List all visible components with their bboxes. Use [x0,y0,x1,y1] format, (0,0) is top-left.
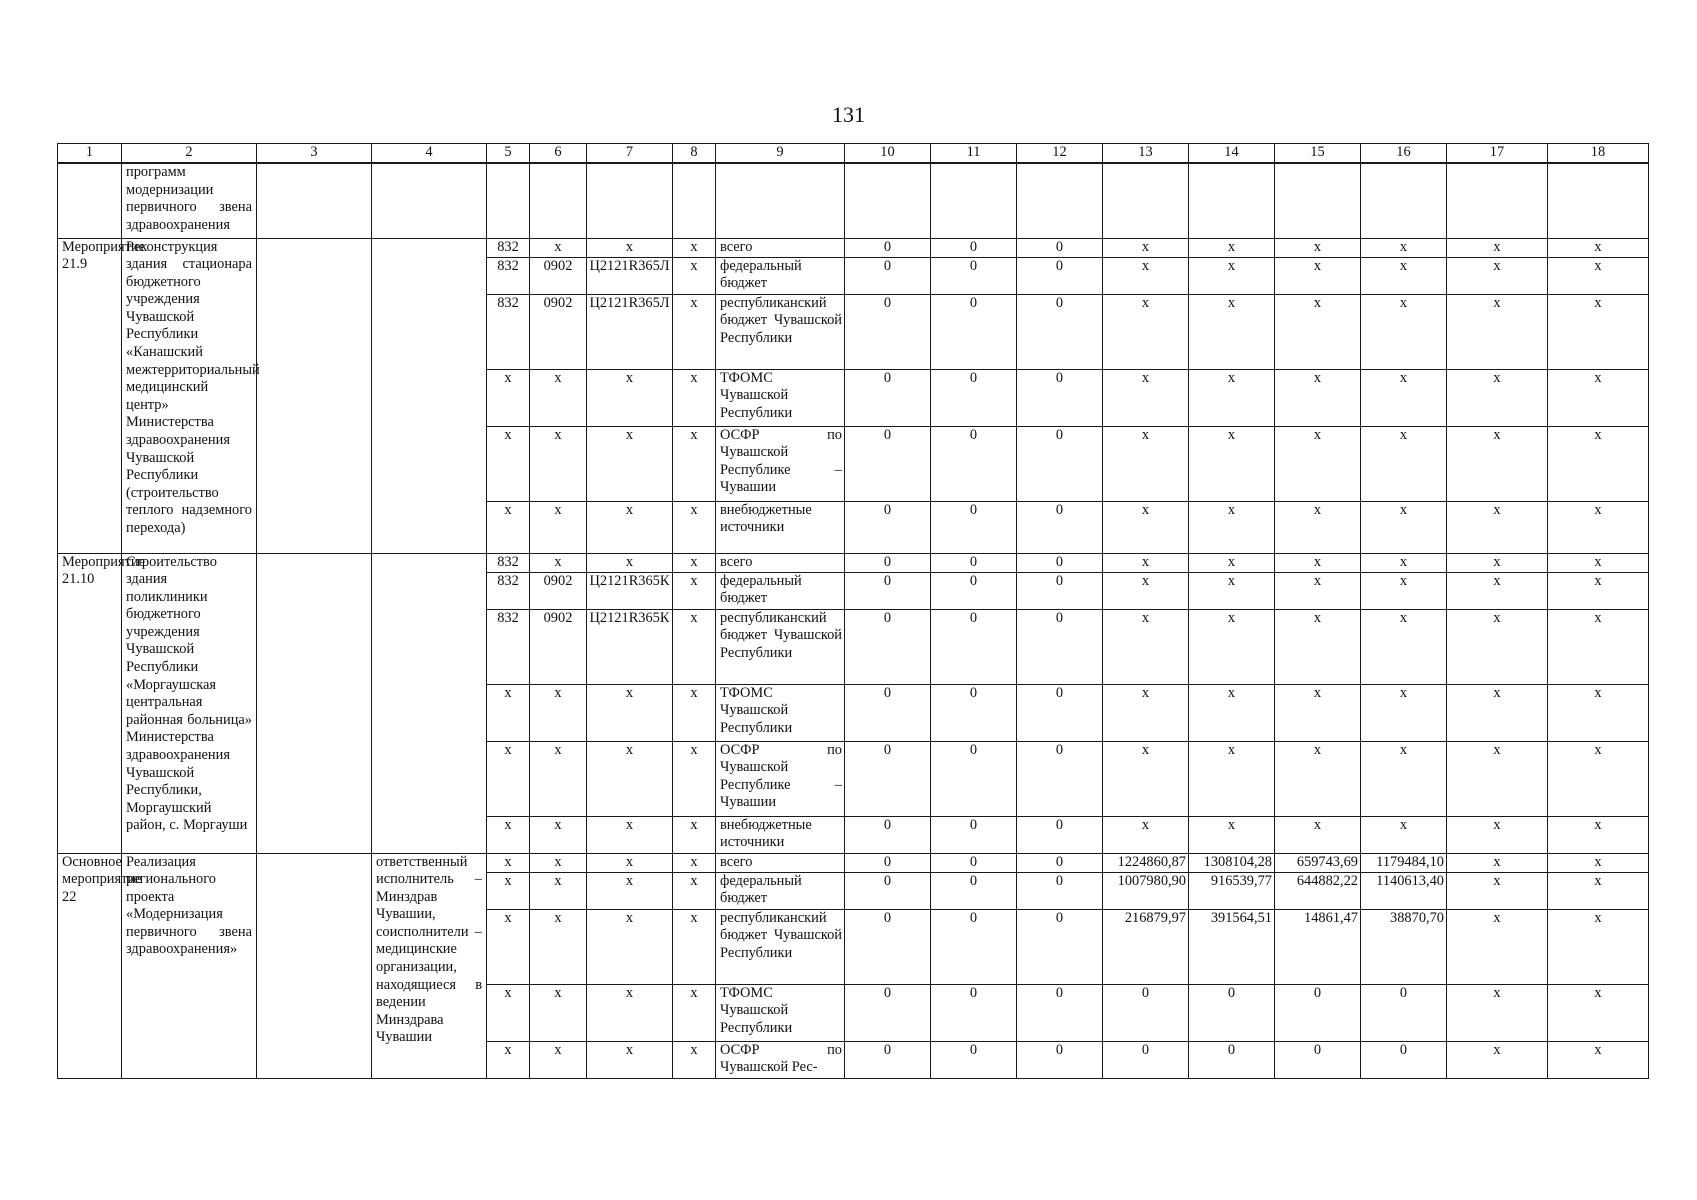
col-header: 13 [1103,144,1189,164]
col-header: 15 [1275,144,1361,164]
activity-name: Реализация регионального проекта «Модернизация первичного звена здравоохранения» [122,853,257,1078]
col-header: 10 [845,144,931,164]
col-header: 16 [1361,144,1447,164]
col-header: 12 [1017,144,1103,164]
activity-name: программ модернизации первичного звена здравоохранения [122,163,257,238]
table-row: 832 0902 Ц2121R365К x республиканский бюджет Чувашской Республики 0 0 0 x x x x x x [58,609,1649,684]
table-row: x x x x ТФОМС Чувашской Республики 0 0 0 x x x x x x [58,684,1649,741]
col-header: 1 [58,144,122,164]
table-row: Мероприятие 21.10 Строительство здания поликлиники бюджетного учреждения Чувашской Республики «Моргаушская центральная районная больница» Министерства здравоохранения Чувашской Республики, Моргаушский район, с. Моргауши 832 x x x всего 0 0 0 x x x x x x [58,553,1649,572]
col-header: 5 [487,144,530,164]
budget-table [57,143,1649,1079]
table-row: 832 0902 Ц2121R365К x федеральный бюджет 0 0 0 x x x x x x [58,572,1649,609]
col-header: 11 [931,144,1017,164]
col-header: 9 [716,144,845,164]
table-row: 832 0902 Ц2121R365Л x федеральный бюджет 0 0 0 x x x x x x [58,257,1649,294]
col-header: 8 [673,144,716,164]
table-row: x x x x республиканский бюджет Чувашской Республики 0 0 0 216879,97 391564,51 14861,47 38870,70 x x [58,909,1649,984]
activity-code: Мероприятие 21.9 [58,238,122,553]
col-header: 7 [587,144,673,164]
col-header: 17 [1447,144,1548,164]
table-row: x x x x ОСФР по Чувашской Рес- 0 0 0 0 0 0 0 x x [58,1041,1649,1078]
table-row: x x x x внебюджетные источники 0 0 0 x x x x x x [58,816,1649,853]
activity-code: Мероприятие 21.10 [58,553,122,853]
table-row: x x x x ТФОМС Чувашской Республики 0 0 0 0 0 0 0 x x [58,984,1649,1041]
table-row: x x x x ОСФР по Чувашской Республике – Чувашии 0 0 0 x x x x x x [58,426,1649,501]
table-row: x x x x ОСФР по Чувашской Республике – Чувашии 0 0 0 x x x x x x [58,741,1649,816]
page-number: 131 [832,102,865,127]
activity-name: Реконструкция здания стационара бюджетного учреждения Чувашской Республики «Канашский межтерриториальный медицинский центр» Министерства здравоохранения Чувашской Республики (строительство теплого надземного перехода) [122,238,257,553]
responsible-executor: ответственный исполнитель – Минздрав Чувашии, соисполнители – медицинские организации, находящиеся в ведении Минздрава Чувашии [372,853,487,1078]
col-header: 3 [257,144,372,164]
table-row: Мероприятие 21.9 Реконструкция здания стационара бюджетного учреждения Чувашской Республики «Канашский межтерриториальный медицинский центр» Министерства здравоохранения Чувашской Республики (строительство теплого надземного перехода) 832 x x x всего 0 0 0 x x x x x x [58,238,1649,257]
activity-code: Основное мероприятие 22 [58,853,122,1078]
col-header: 18 [1548,144,1649,164]
table-row: Основное мероприятие 22 Реализация регионального проекта «Модернизация первичного звена здравоохранения» ответственный исполнитель – Минздрав Чувашии, соисполнители – медицинские организации, находящиеся в ведении Минздрава Чувашии x x x x всего 0 0 0 1224860,87 1308104,28 659743,69 1179484,10 x x [58,853,1649,872]
table-row: x x x x ТФОМС Чувашской Республики 0 0 0 x x x x x x [58,369,1649,426]
col-header: 2 [122,144,257,164]
table-row: x x x x внебюджетные источники 0 0 0 x x x x x x [58,501,1649,553]
activity-name: Строительство здания поликлиники бюджетного учреждения Чувашской Республики «Моргаушская центральная районная больница» Министерства здравоохранения Чувашской Республики, Моргаушский район, с. Моргауши [122,553,257,853]
col-header: 4 [372,144,487,164]
col-header: 6 [530,144,587,164]
table-row [58,163,1649,238]
col-header: 14 [1189,144,1275,164]
table-row: 832 0902 Ц2121R365Л x республиканский бюджет Чувашской Республики 0 0 0 x x x x x x [58,294,1649,369]
header-row [58,144,1649,164]
table-row: x x x x федеральный бюджет 0 0 0 1007980,90 916539,77 644882,22 1140613,40 x x [58,872,1649,909]
